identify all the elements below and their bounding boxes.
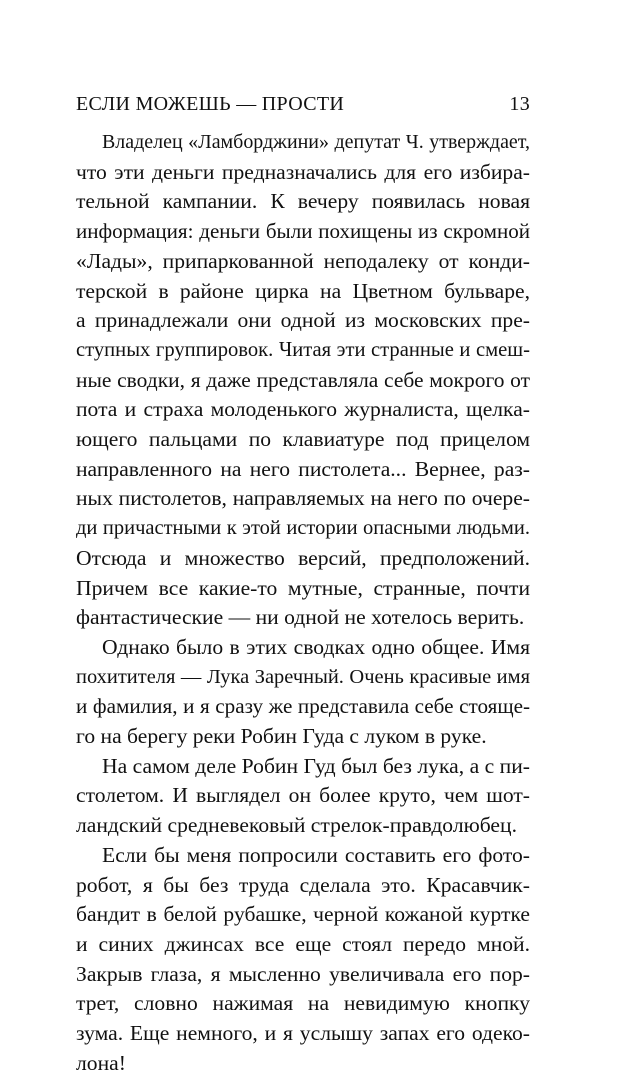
paragraph <box>76 633 530 752</box>
paragraph <box>76 128 530 633</box>
text-line: ющего пальцами по клавиатуре под прицелом <box>76 427 530 452</box>
text-line: Если бы меня попросили составить его фото- <box>102 842 530 867</box>
paragraph <box>76 841 530 1079</box>
text-line: трет, словно нажимая на невидимую кнопку <box>76 991 530 1016</box>
text-line: лона! <box>76 1050 126 1075</box>
text-line: ландский средневековый стрелок-правдолюбец. <box>76 813 517 838</box>
text-line: зума. Еще немного, и я услышу запах его одеко- <box>76 1021 530 1046</box>
text-line: что эти деньги предназначались для его избира- <box>76 159 530 184</box>
text-line: Однако было в этих сводках одно общее. Имя <box>102 634 530 659</box>
text-line: информация: деньги были похищены из скромной <box>76 219 530 244</box>
text-line: Причем все какие-то мутные, странные, почти <box>76 575 530 600</box>
text-line: пота и страха молоденького журналиста, щелка- <box>76 397 530 422</box>
text-line: ных пистолетов, направляемых на него по очере- <box>76 486 530 511</box>
text-line: Владелец «Ламборджини» депутат Ч. утверждает, <box>102 131 530 153</box>
text-line: бандит в белой рубашке, черной кожаной куртке <box>76 902 530 927</box>
text-line: терской в районе цирка на Цветном бульваре, <box>76 278 530 303</box>
text-line: ные сводки, я даже представляла себе мокрого от <box>76 367 530 392</box>
text-line: Закрыв глаза, я мысленно увеличивала его пор- <box>76 961 530 986</box>
text-line: фантастические — ни одной не хотелось верить. <box>76 605 525 630</box>
text-line: и синих джинсах все еще стоял передо мной. <box>76 931 530 956</box>
text-line: робот, я бы без труда сделала это. Красавчик- <box>76 872 530 897</box>
running-title: ЕСЛИ МОЖЕШЬ — ПРОСТИ <box>76 93 345 115</box>
text-line: направленного на него пистолета... Вернее, раз- <box>76 456 530 481</box>
text-line: го на берегу реки Робин Гуда с луком в руке. <box>76 724 487 749</box>
text-line: столетом. И выглядел он более круто, чем шот- <box>76 783 530 808</box>
body-text <box>76 128 530 1079</box>
text-line: ди причастными к этой истории опасными людьми. <box>76 517 530 540</box>
running-head <box>76 93 530 116</box>
text-line: Отсюда и множество версий, предположений. <box>76 545 530 570</box>
paragraph <box>76 752 530 841</box>
page-number: 13 <box>509 93 530 115</box>
text-line: ступных группировок. Читая эти странные и смеш- <box>76 338 530 361</box>
text-line: похитителя — Лука Заречный. Очень красивые имя <box>76 665 530 688</box>
text-line: а принадлежали они одной из московских пре- <box>76 308 530 333</box>
text-line: и фамилия, и я сразу же представила себе стояще- <box>76 694 530 719</box>
text-line: тельной кампании. К вечеру появилась новая <box>76 189 530 214</box>
text-line: «Лады», припаркованной неподалеку от конди- <box>76 248 530 273</box>
text-line: На самом деле Робин Гуд был без лука, а с пи- <box>102 753 530 778</box>
